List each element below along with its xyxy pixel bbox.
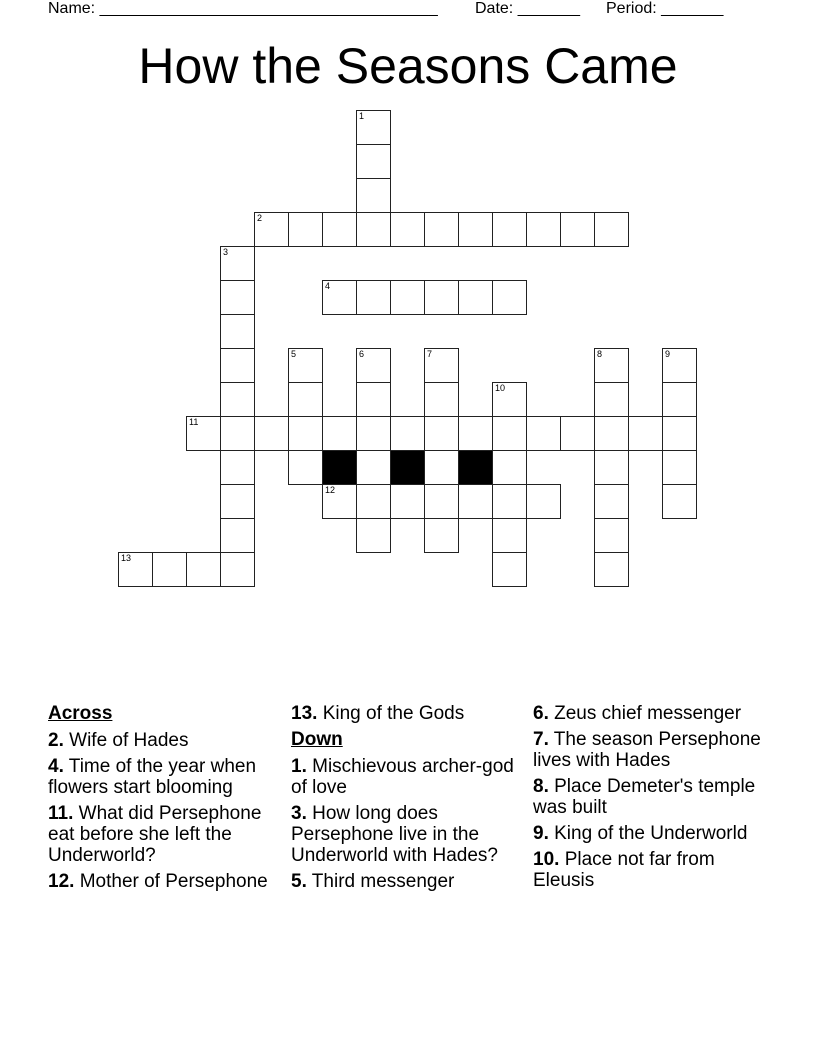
across-clue [48,803,280,866]
crossword-cell[interactable] [594,518,629,553]
crossword-cell[interactable] [492,382,527,417]
crossword-cell[interactable] [526,416,561,451]
crossword-cell[interactable] [526,484,561,519]
clue-number-label: 11 [189,417,199,427]
crossword-cell[interactable] [424,280,459,315]
crossword-cell[interactable] [662,484,697,519]
crossword-block-cell [458,450,493,485]
crossword-cell[interactable] [356,178,391,213]
crossword-cell[interactable] [356,518,391,553]
down-clue [533,703,765,724]
crossword-cell[interactable] [220,518,255,553]
crossword-cell[interactable] [356,450,391,485]
crossword-cell[interactable] [356,484,391,519]
clue-number: 6. [533,703,549,724]
crossword-cell[interactable] [424,450,459,485]
crossword-cell[interactable] [288,212,323,247]
down-clue [291,871,523,892]
crossword-cell[interactable] [424,382,459,417]
crossword-cell[interactable] [322,280,357,315]
crossword-cell[interactable] [662,348,697,383]
clue-column-1 [48,703,280,897]
across-clue [48,871,280,892]
crossword-cell[interactable] [220,280,255,315]
crossword-cell[interactable] [220,246,255,281]
clue-number: 9. [533,823,549,844]
crossword-cell[interactable] [356,382,391,417]
clue-column-3 [533,703,765,896]
crossword-cell[interactable] [118,552,153,587]
crossword-cell[interactable] [628,416,663,451]
crossword-cell[interactable] [356,348,391,383]
crossword-cell[interactable] [458,416,493,451]
crossword-cell[interactable] [492,484,527,519]
crossword-cell[interactable] [492,212,527,247]
crossword-cell[interactable] [288,416,323,451]
clue-number-label: 2 [257,213,263,223]
period-field-label: Period: _______ [606,0,724,17]
clue-text: King of the Underworld [548,823,748,844]
page-title: How the Seasons Came [138,38,678,94]
clue-number: 7. [533,729,549,750]
clue-column-2 [291,703,523,897]
crossword-cell[interactable] [594,450,629,485]
crossword-cell[interactable] [560,212,595,247]
crossword-cell[interactable] [390,212,425,247]
clue-number-label: 6 [359,349,365,359]
crossword-cell[interactable] [356,212,391,247]
clue-number: 1. [291,756,307,777]
crossword-cell[interactable] [594,416,629,451]
crossword-cell[interactable] [288,348,323,383]
date-field-label: Date: _______ [475,0,580,17]
crossword-cell[interactable] [424,416,459,451]
clue-number: 13. [291,703,318,724]
crossword-block-cell [390,450,425,485]
down-clue [533,729,765,771]
across-clue [291,703,523,724]
clue-number: 11. [48,803,74,824]
crossword-cell[interactable] [322,212,357,247]
across-heading: Across [48,703,113,724]
crossword-cell[interactable] [492,416,527,451]
crossword-cell[interactable] [424,518,459,553]
crossword-cell[interactable] [526,212,561,247]
clue-number: 12. [48,871,75,892]
crossword-cell[interactable] [254,416,289,451]
crossword-cell[interactable] [220,314,255,349]
crossword-cell[interactable] [220,348,255,383]
clue-number: 8. [533,776,549,797]
clue-number-label: 12 [325,485,336,495]
crossword-cell[interactable] [594,484,629,519]
crossword-cell[interactable] [152,552,187,587]
clue-number: 2. [48,730,64,751]
crossword-cell[interactable] [322,484,357,519]
clue-text: Place Demeter's temple was built [533,776,756,818]
crossword-cell[interactable] [220,552,255,587]
crossword-cell[interactable] [424,212,459,247]
crossword-cell[interactable] [492,450,527,485]
clue-text: King of the Gods [317,703,465,724]
clue-number-label: 13 [121,553,132,563]
crossword-cell[interactable] [662,382,697,417]
clue-text: How long does Persephone live in the Underworld with Hades? [291,803,498,866]
name-field-label: Name: ______________________________________ [48,0,438,17]
clue-number-label: 10 [495,383,506,393]
clue-text: Mischievous archer-god of love [291,756,514,798]
crossword-cell[interactable] [356,110,391,145]
crossword-cell[interactable] [594,552,629,587]
crossword-cell[interactable] [458,212,493,247]
crossword-cell[interactable] [288,382,323,417]
down-clue [533,823,765,844]
crossword-cell[interactable] [220,450,255,485]
clue-number-label: 4 [325,281,331,291]
crossword-cell[interactable] [662,416,697,451]
crossword-cell[interactable] [356,144,391,179]
down-clue [533,776,765,818]
clue-text: Mother of Persephone [74,871,268,892]
crossword-cell[interactable] [322,416,357,451]
crossword-cell[interactable] [662,450,697,485]
crossword-cell[interactable] [254,212,289,247]
crossword-cell[interactable] [186,552,221,587]
clue-number-label: 8 [597,349,603,359]
crossword-cell[interactable] [458,280,493,315]
clue-number-label: 3 [223,247,229,257]
crossword-cell[interactable] [560,416,595,451]
clue-number-label: 7 [427,349,433,359]
crossword-cell[interactable] [424,484,459,519]
crossword-cell[interactable] [356,416,391,451]
crossword-cell[interactable] [220,484,255,519]
crossword-cell[interactable] [288,450,323,485]
down-clue [291,803,523,866]
crossword-cell[interactable] [458,484,493,519]
crossword-cell[interactable] [424,348,459,383]
clue-text: Third messenger [306,871,455,892]
crossword-cell[interactable] [594,212,629,247]
crossword-cell[interactable] [220,382,255,417]
crossword-cell[interactable] [492,552,527,587]
clue-number: 10. [533,849,560,870]
clue-text: Zeus chief messenger [548,703,742,724]
down-clue [533,849,765,891]
crossword-cell[interactable] [220,416,255,451]
crossword-cell[interactable] [356,280,391,315]
clue-number: 4. [48,756,64,777]
crossword-cell[interactable] [186,416,221,451]
clue-number: 3. [291,803,307,824]
down-heading: Down [291,729,343,750]
clue-number-label: 9 [665,349,671,359]
crossword-cell[interactable] [492,280,527,315]
across-clue [48,756,280,798]
crossword-cell[interactable] [390,484,425,519]
clue-number: 5. [291,871,307,892]
clue-text: Time of the year when flowers start blooming [48,756,257,798]
crossword-cell[interactable] [390,416,425,451]
down-clue [291,756,523,798]
clue-text: What did Persephone eat before she left the Underworld? [48,803,262,866]
crossword-cell[interactable] [390,280,425,315]
clue-text: The season Persephone lives with Hades [533,729,761,771]
crossword-block-cell [322,450,357,485]
clue-text: Wife of Hades [63,730,189,751]
across-clue [48,730,280,751]
crossword-cell[interactable] [594,382,629,417]
clue-number-label: 1 [359,111,365,121]
crossword-cell[interactable] [492,518,527,553]
crossword-cell[interactable] [594,348,629,383]
clue-text: Place not far from Eleusis [533,849,715,891]
clue-number-label: 5 [291,349,297,359]
